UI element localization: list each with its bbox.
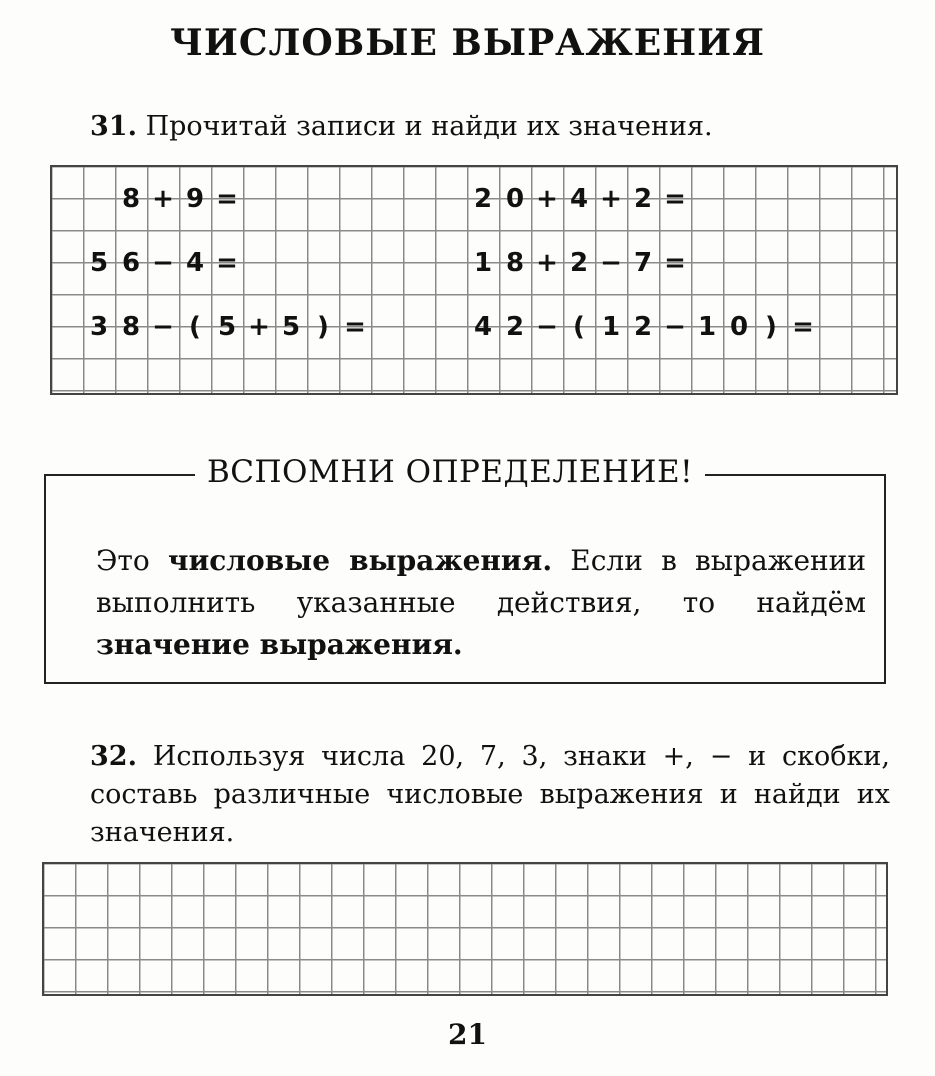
expression-3-char: 5 xyxy=(281,312,301,342)
task-32-number: 32. xyxy=(90,741,137,772)
expression-3-char: − xyxy=(152,312,174,342)
expression-4-char: + xyxy=(600,184,622,214)
expression-6-char: 4 xyxy=(473,312,493,342)
expression-1-char: 9 xyxy=(185,184,205,214)
expression-5-char: 2 xyxy=(569,248,589,278)
task-31-grid[interactable] xyxy=(50,165,898,395)
page-title: ЧИСЛОВЫЕ ВЫРАЖЕНИЯ xyxy=(170,22,765,64)
expression-3-char: ( xyxy=(189,312,201,342)
expression-4-char: 2 xyxy=(633,184,653,214)
task-31-number: 31. xyxy=(90,111,137,142)
expression-2-char: − xyxy=(152,248,174,278)
expression-5-char: 1 xyxy=(473,248,493,278)
expression-6-char: 2 xyxy=(633,312,653,342)
expression-5-char: 8 xyxy=(505,248,525,278)
expression-6-char: ) xyxy=(765,312,777,342)
expression-5-char: + xyxy=(536,248,558,278)
expression-4-char: = xyxy=(664,184,686,214)
definition-term-2: значение выражения. xyxy=(96,628,463,661)
expression-1-char: = xyxy=(216,184,238,214)
expression-6-char: − xyxy=(664,312,686,342)
expression-5-char: = xyxy=(664,248,686,278)
expression-5-char: 7 xyxy=(633,248,653,278)
definition-heading: ВСПОМНИ ОПРЕДЕЛЕНИЕ! xyxy=(195,454,705,490)
expression-4-char: 2 xyxy=(473,184,493,214)
expression-1-char: + xyxy=(152,184,174,214)
task-32-text: Используя числа 20, 7, 3, знаки +, − и скобки, составь различные числовые выражения и найди их значения. xyxy=(90,741,890,848)
expression-2-char: 6 xyxy=(121,248,141,278)
expression-3-char: 8 xyxy=(121,312,141,342)
expression-4-char: 4 xyxy=(569,184,589,214)
definition-term-1: числовые выражения. xyxy=(167,544,553,577)
task-31-prompt xyxy=(90,108,713,146)
expression-4-char: 0 xyxy=(505,184,525,214)
expression-5-char: − xyxy=(600,248,622,278)
expression-6-char: ( xyxy=(573,312,585,342)
definition-text xyxy=(96,540,866,666)
expression-6-char: − xyxy=(536,312,558,342)
expression-3-char: = xyxy=(344,312,366,342)
expression-3-char: + xyxy=(248,312,270,342)
task-31-text: Прочитай записи и найди их значения. xyxy=(145,111,713,142)
expression-6-char: 1 xyxy=(601,312,621,342)
expression-4-char: + xyxy=(536,184,558,214)
expression-6-char: 1 xyxy=(697,312,717,342)
page-number: 21 xyxy=(448,1018,487,1051)
expression-6-char: 0 xyxy=(729,312,749,342)
definition-text-part-2: Если в выражении выполнить указанные действия, то найдём xyxy=(96,544,867,619)
expression-6-char: = xyxy=(792,312,814,342)
definition-text-part-1: Это xyxy=(96,544,168,577)
expression-3-char: 5 xyxy=(217,312,237,342)
expression-1-char: 8 xyxy=(121,184,141,214)
expression-3-char: ) xyxy=(317,312,329,342)
expression-2-char: 5 xyxy=(89,248,109,278)
task-32-answer-grid[interactable] xyxy=(42,862,888,996)
task-32-prompt xyxy=(90,738,890,852)
expression-6-char: 2 xyxy=(505,312,525,342)
expression-2-char: 4 xyxy=(185,248,205,278)
expression-2-char: = xyxy=(216,248,238,278)
expression-3-char: 3 xyxy=(89,312,109,342)
